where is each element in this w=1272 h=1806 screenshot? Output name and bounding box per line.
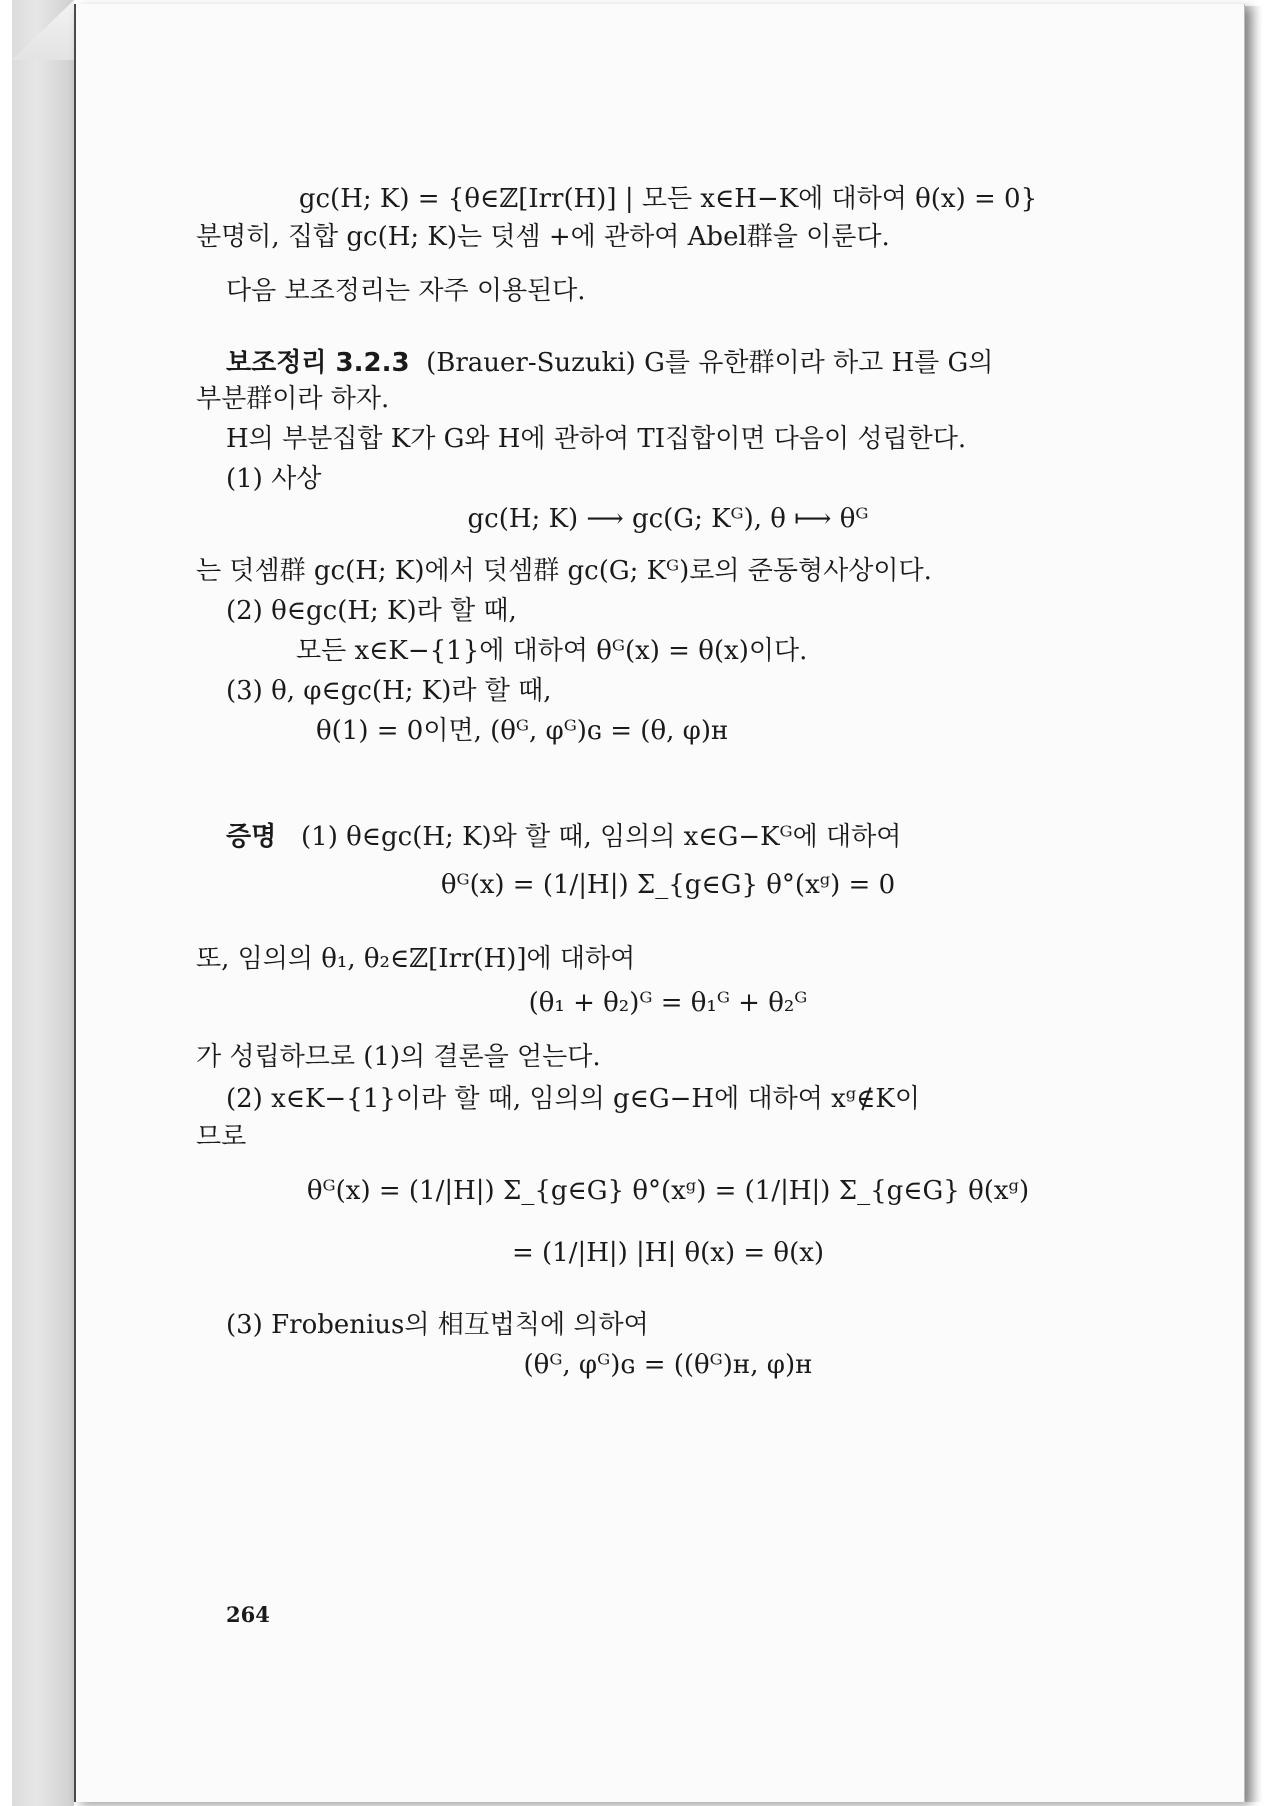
text-line: 다음 보조정리는 자주 이용된다. — [226, 276, 586, 306]
text-line: H의 부분집합 K가 G와 H에 관하여 TI집합이면 다음이 성립한다. — [226, 424, 967, 454]
formula-induced-value: θᴳ(x) = (1/|H|) Σ_{g∈G} θ°(xᵍ) = (1/|H|) Σ_{g∈G} θ(xᵍ) — [306, 1176, 1030, 1206]
formula-frobenius: (θᴳ, φᴳ)ɢ = ((θᴳ)ʜ, φ)ʜ — [523, 1350, 813, 1380]
text-line: 가 성립하므로 (1)의 결론을 얻는다. — [196, 1042, 601, 1072]
text-line: 는 덧셈群 gc(H; K)에서 덧셈群 gc(G; Kᴳ)로의 준동형사상이다. — [196, 556, 932, 586]
text-line: 또, 임의의 θ₁, θ₂∈ℤ[Irr(H)]에 대하여 — [196, 944, 636, 974]
text-line: 분명히, 집합 gc(H; K)는 덧셈 +에 관하여 Abel群을 이룬다. — [196, 222, 890, 252]
lemma-label: 보조정리 3.2.3 — [226, 348, 410, 378]
page-number: 264 — [226, 1602, 270, 1627]
lemma-heading — [226, 342, 993, 379]
text-line: 부분群이라 하자. — [196, 384, 390, 414]
proof-text: (1) θ∈gc(H; K)와 할 때, 임의의 x∈G−Kᴳ에 대하여 — [301, 822, 902, 852]
formula-sum: (θ₁ + θ₂)ᴳ = θ₁ᴳ + θ₂ᴳ — [528, 988, 808, 1018]
definition-formula: gc(H; K) = {θ∈ℤ[Irr(H)] | 모든 x∈H−K에 대하여 θ(x) = 0} — [298, 184, 1038, 214]
text-line: 므로 — [196, 1122, 247, 1152]
formula-induced-zero: θᴳ(x) = (1/|H|) Σ_{g∈G} θ°(xᵍ) = 0 — [440, 870, 896, 900]
formula-line: θ(1) = 0이면, (θᴳ, φᴳ)ɢ = (θ, φ)ʜ — [316, 716, 729, 746]
page-shadow — [1242, 6, 1262, 1802]
formula-induced-value-2: = (1/|H|) |H| θ(x) = θ(x) — [511, 1238, 825, 1268]
formula-map: gc(H; K) ⟶ gc(G; Kᴳ), θ ⟼ θᴳ — [467, 504, 869, 534]
formula-line: 모든 x∈K−{1}에 대하여 θᴳ(x) = θ(x)이다. — [296, 636, 808, 666]
item-3: (3) θ, φ∈gc(H; K)라 할 때, — [226, 676, 552, 706]
item-1: (1) 사상 — [226, 464, 322, 494]
item-3-proof: (3) Frobenius의 相互법칙에 의하여 — [226, 1310, 649, 1340]
item-2: (2) θ∈gc(H; K)라 할 때, — [226, 596, 517, 626]
book-spine — [12, 0, 74, 1806]
proof-heading — [226, 816, 901, 853]
item-2-proof: (2) x∈K−{1}이라 할 때, 임의의 g∈G−H에 대하여 xᵍ∉K이 — [226, 1084, 920, 1114]
proof-label: 증명 — [226, 822, 277, 852]
lemma-statement: (Brauer-Suzuki) G를 유한群이라 하고 H를 G의 — [426, 348, 994, 378]
